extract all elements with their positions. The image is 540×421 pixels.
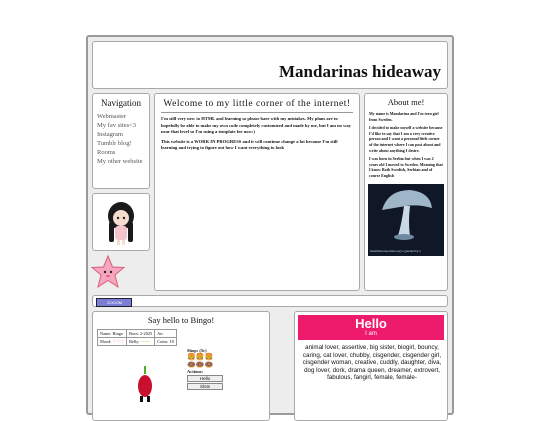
nav-link-fav-sites[interactable]: My fav sites<3 — [97, 122, 137, 129]
nav-link-rooms[interactable]: Rooms — [97, 149, 116, 156]
pet-mood-cell — [98, 338, 127, 346]
actions-label: Actions: — [187, 369, 203, 374]
site-title: Mandarinas hideaway — [279, 62, 441, 81]
mushroom-guard-image — [368, 184, 444, 256]
belly-label: Belly: — [129, 339, 140, 344]
navigation-panel — [92, 93, 150, 189]
pet-stats-table — [97, 329, 177, 346]
character-image — [93, 194, 149, 250]
mood-label: Mood: — [100, 338, 112, 344]
pet-heading: Say hello to Bingo! — [147, 315, 215, 325]
nav-link-other-website[interactable]: My other website — [97, 158, 143, 165]
hello-banner — [298, 315, 444, 340]
star-mascot-icon — [90, 255, 126, 289]
site-header — [92, 41, 448, 89]
pet-name-cell: Name: Bingo — [98, 330, 127, 338]
hello-heading: Hello — [355, 316, 387, 331]
hello-subheading: I am — [365, 331, 377, 337]
welcome-panel — [154, 93, 360, 291]
site-badge[interactable] — [96, 298, 132, 307]
shop-food-row-2[interactable] — [187, 361, 223, 369]
food-icon[interactable]: 🍔 — [187, 353, 196, 361]
mood-hearts-icon: ♡♡♡ — [112, 338, 125, 344]
welcome-paragraph-2: This website is a WORK IN PROGRESS and it will continue change a lot because I'm still learning and trying to figure out how I want everything to look — [161, 138, 338, 151]
food-icon[interactable]: 🍩 — [204, 361, 214, 369]
about-heading: About me! — [387, 97, 425, 107]
food-icon[interactable]: 🍔 — [195, 353, 205, 361]
mushroom-caption: mandarina.neocities.org is guarded by a — [370, 249, 421, 253]
pet-belly-cell — [127, 338, 155, 346]
hello-action-button[interactable]: Hello — [187, 375, 223, 382]
slots-action-button[interactable]: Slots — [187, 383, 223, 390]
shop-food-row-1[interactable] — [187, 353, 223, 361]
site-badge-label: ZOOOM — [107, 299, 123, 305]
food-icon[interactable]: 🍩 — [187, 361, 196, 369]
character-image-box — [92, 193, 150, 251]
nav-link-tumblr[interactable]: Tumblr blog! — [97, 140, 132, 147]
food-icon[interactable]: 🍔 — [204, 353, 214, 361]
pet-sprite — [133, 364, 157, 404]
badge-strip — [92, 295, 448, 307]
navigation-heading: Navigation — [101, 98, 141, 108]
pet-shop — [187, 348, 223, 390]
about-paragraph-3: I was born in Serbia but when I was 2 years old I moved to Sweden. Meaning that I know Both Swedish, Serbian and of course English — [369, 156, 443, 178]
about-paragraph-2: I decided to make myself a website because I'd like to say that I am a very creative person and I want a personal little corner of the internet where I can post about and write about anything I desire. — [369, 125, 443, 153]
traits-list: animal lover, assertive, big sister, biogirl, bouncy, caring, cat lover, chubby, cisgender, cisgender girl, cisgender woman, creative, cuddly, daughter, diva, dog lover, dork, drama queen, dreamer, extrovert, fabulous, fangirl, female, female- — [302, 344, 442, 382]
pet-born-cell: Born: 2-2025 — [127, 330, 155, 338]
belly-meter-icon: ~~~~ — [140, 339, 151, 344]
nav-link-webmaster[interactable]: Webmaster — [97, 113, 127, 120]
welcome-paragraph-1: I'm still very new to HTML and learning so please bare with my mistakes. My plans are to hopefully be able to make my own code completely customized and made by me, but I am no way near that level so I'm using a template for now:) — [161, 116, 351, 135]
food-icon[interactable]: 🍩 — [195, 361, 205, 369]
pet-air-cell: Air — [155, 330, 177, 338]
about-paragraph-1: My name is Mandarina and I'm teen girl from Sweden. — [369, 111, 439, 122]
pet-coins-cell: Coins: 18 — [155, 338, 177, 346]
shop-label: Shop: (5c) — [187, 348, 207, 353]
nav-link-instagram[interactable]: Instagram — [97, 131, 123, 138]
site-frame — [86, 35, 454, 415]
welcome-heading: Welcome to my little corner of the internet! — [161, 98, 353, 113]
about-panel — [364, 93, 448, 291]
mushroom-icon — [368, 184, 444, 244]
